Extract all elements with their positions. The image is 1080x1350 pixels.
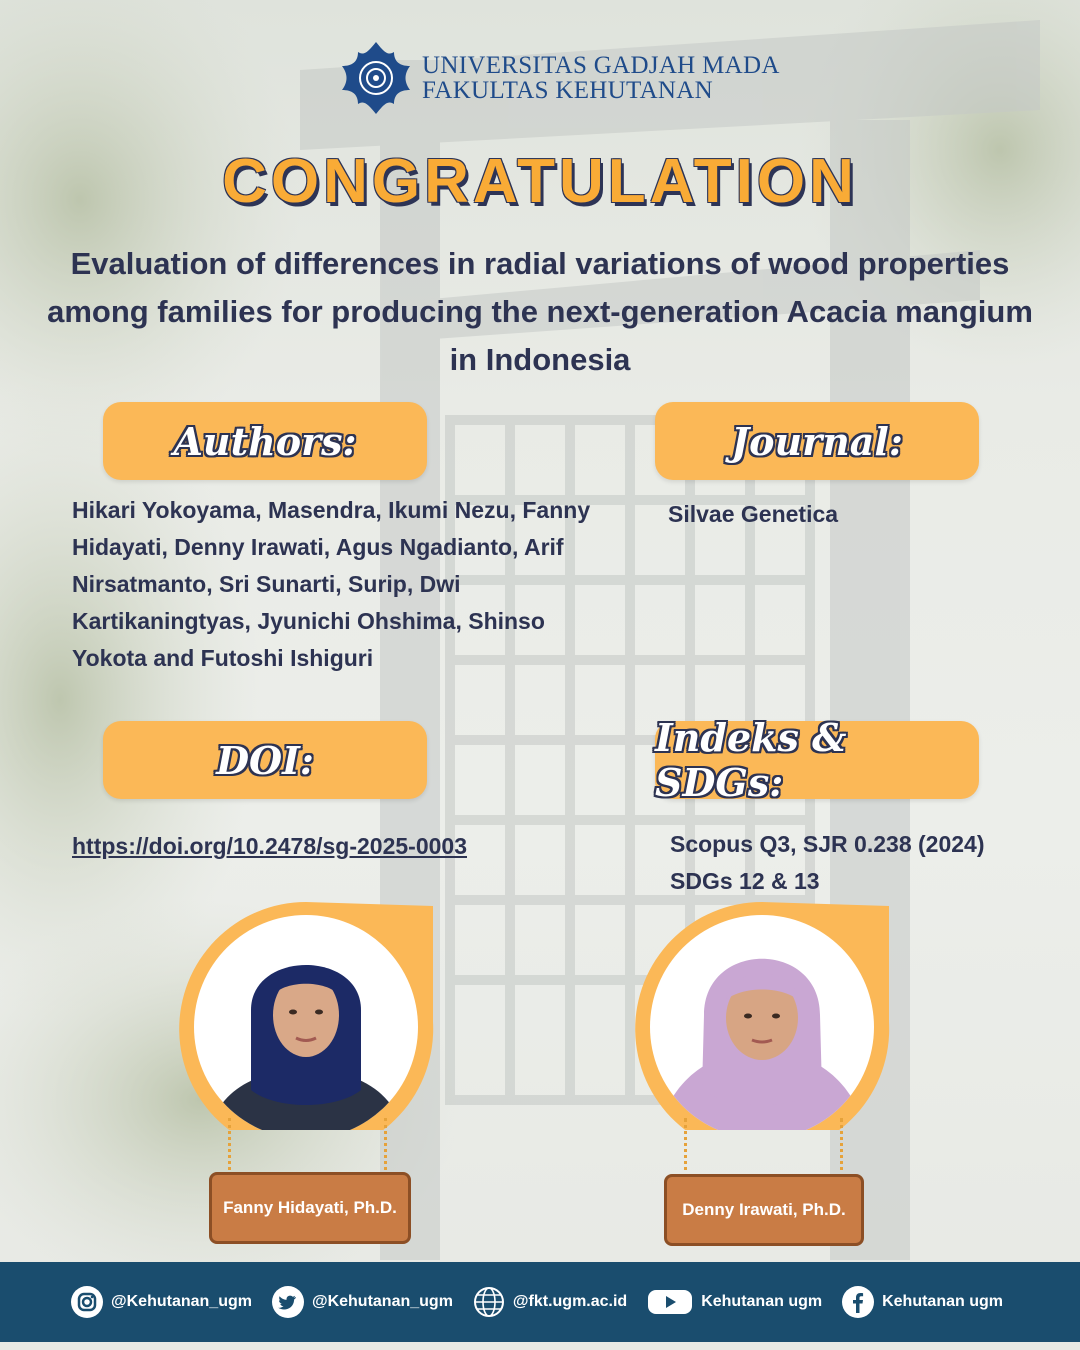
ugm-logo [338,40,780,116]
journal-label-pill [655,402,979,480]
paper-title: Evaluation of differences in radial variations of wood properties among families for producing the next-generation Acacia mangium in Indonesia [47,246,1033,377]
authors-label: Authors: [173,418,357,464]
social-facebook-label: Kehutanan ugm [882,1293,1003,1310]
index-sdgs: SDGs 12 & 13 [670,868,820,894]
ugm-emblem-icon [338,40,414,116]
social-footer [0,1262,1080,1342]
portrait-fanny [176,900,436,1130]
index-label-pill [655,715,979,805]
university-name: UNIVERSITAS GADJAH MADA [422,52,780,79]
nameplate-denny: Denny Irawati, Ph.D. [664,1174,864,1246]
social-instagram-label: @Kehutanan_ugm [111,1293,252,1310]
social-facebook[interactable] [842,1286,1003,1318]
social-instagram[interactable] [71,1286,252,1318]
doi-label-pill [103,721,427,799]
chain-right-2 [840,1118,847,1178]
youtube-icon [647,1286,693,1318]
index-label: Indeks & SDGs: [655,715,847,805]
instagram-icon [71,1286,103,1318]
nameplate-fanny: Fanny Hidayati, Ph.D. [209,1172,411,1244]
journal-name: Silvae Genetica [668,501,839,527]
chain-right-1 [684,1118,691,1178]
chain-left-1 [228,1118,235,1176]
portrait-denny [632,900,892,1130]
bottom-strip [0,1342,1080,1350]
social-twitter[interactable] [272,1286,453,1318]
headline: CONGRATULATION [222,147,858,216]
index-scopus: Scopus Q3, SJR 0.238 (2024) [670,831,985,857]
social-website[interactable] [473,1286,627,1318]
authors-list: Hikari Yokoyama, Masendra, Ikumi Nezu, Fanny Hidayati, Denny Irawati, Agus Ngadianto, Arif Nirsatmanto, Sri Sunarti, Surip, Dwi Kartikaningtyas, Jyunichi Ohshima, Shinso Yokota and Futoshi Ishiguri [72,497,591,671]
globe-icon [473,1286,505,1318]
index-info [670,826,1070,900]
facebook-icon [842,1286,874,1318]
authors-label-pill [103,402,427,480]
journal-label: Journal: [731,418,903,464]
social-twitter-label: @Kehutanan_ugm [311,1293,453,1310]
doi-label: DOI: [216,737,314,783]
twitter-icon [272,1286,304,1318]
faculty-name: FAKULTAS KEHUTANAN [422,77,713,104]
doi-link[interactable]: https://doi.org/10.2478/sg-2025-0003 [72,833,467,859]
social-youtube[interactable] [647,1286,822,1318]
social-youtube-label: Kehutanan ugm [701,1293,823,1310]
social-website-label: @fkt.ugm.ac.id [512,1293,628,1310]
chain-left-2 [384,1118,391,1176]
